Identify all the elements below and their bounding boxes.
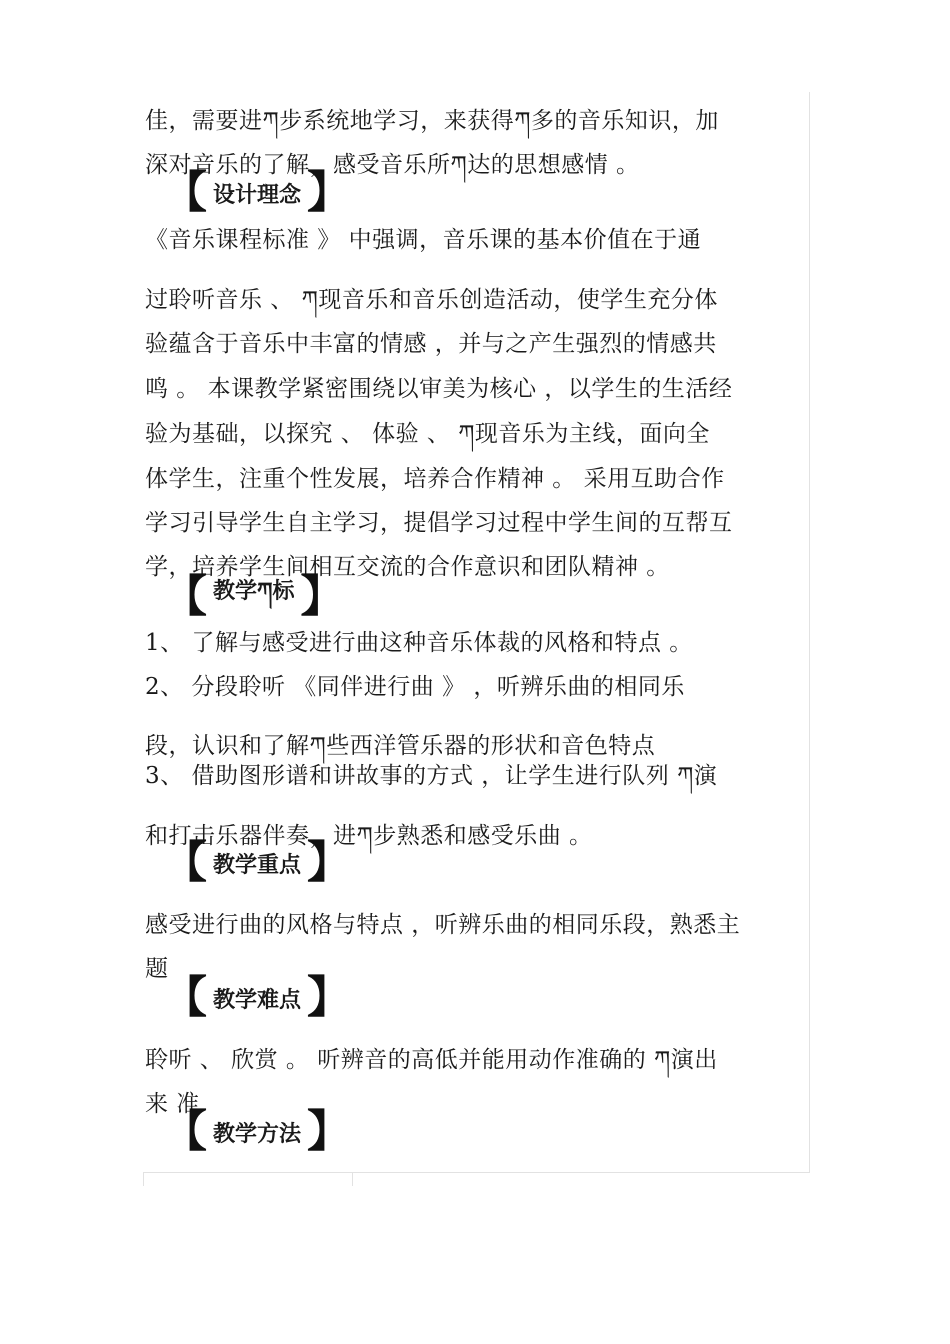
heading-text: 教学ཀ标	[213, 579, 295, 604]
section-heading-teaching-focus	[163, 837, 352, 888]
paragraph-line: 题	[145, 956, 169, 982]
right-bracket: 】	[307, 972, 352, 1023]
heading-text: 教学难点	[213, 987, 302, 1013]
heading-text: 设计理念	[213, 182, 302, 208]
paragraph-line: 感受进行曲的风格与特点 ，听辨乐曲的相同乐段，熟悉主	[145, 912, 741, 938]
heading-text: 教学方法	[213, 1121, 302, 1147]
left-bracket: 【	[163, 1106, 207, 1157]
list-item: 和打击乐器伴奏，进ཀ步熟悉和感受乐曲 。	[145, 823, 593, 849]
paragraph-line: 《音乐课程标准 》 中强调，音乐课的基本价值在于通	[145, 227, 702, 253]
heading-text: 教学重点	[213, 852, 302, 878]
paragraph-line: 体学生，注重个性发展，培养合作精神 。 采用互助合作	[145, 466, 725, 492]
list-item: 1、 了解与感受进行曲这种音乐体裁的风格和特点 。	[145, 630, 693, 656]
paragraph-line: 验蕴含于音乐中丰富的情感 ，并与之产生强烈的情感共	[145, 331, 717, 357]
section-heading-design-concept	[163, 167, 352, 218]
paragraph-line: 验为基础，以探究 、 体验 、 ཀ现音乐为主线，面向全	[145, 421, 710, 447]
section-heading-teaching-difficulty	[163, 972, 352, 1023]
left-bracket: 【	[163, 837, 207, 888]
paragraph-line: 学，培养学生间相互交流的合作意识和团队精神 。	[145, 554, 670, 580]
section-heading-teaching-goals	[163, 571, 345, 622]
left-bracket: 【	[163, 167, 207, 218]
list-item: 2、 分段聆听 《同伴进行曲 》 ，听辨乐曲的相同乐	[145, 674, 685, 700]
intro-line: 深对音乐的了解，感受音乐所ཀ达的思想感情 。	[145, 152, 640, 178]
frame-divider	[352, 1172, 353, 1186]
intro-line: 佳，需要进ཀ步系统地学习，来获得ཀ多的音乐知识，加	[145, 108, 719, 134]
right-bracket: 】	[307, 837, 352, 888]
list-item: 3、 借助图形谱和讲故事的方式 ，让学生进行队列 ཀ演	[145, 763, 718, 789]
left-bracket: 【	[163, 972, 207, 1023]
paragraph-line: 来 准	[145, 1091, 200, 1117]
paragraph-line: 聆听 、 欣赏 。 听辨音的高低并能用动作准确的 ཀ演出	[145, 1047, 718, 1073]
right-bracket: 】	[307, 167, 352, 218]
paragraph-line: 过聆听音乐 、 ཀ现音乐和音乐创造活动，使学生充分体	[145, 287, 718, 313]
section-heading-teaching-method	[163, 1106, 352, 1157]
right-bracket: 】	[300, 571, 345, 622]
paragraph-line: 鸣 。 本课教学紧密围绕以审美为核心 ，以学生的生活经	[145, 376, 733, 402]
left-bracket: 【	[163, 571, 207, 622]
right-bracket: 】	[307, 1106, 352, 1157]
paragraph-line: 学习引导学生自主学习，提倡学习过程中学生间的互帮互	[145, 510, 733, 536]
list-item: 段，认识和了解ཀ些西洋管乐器的形状和音色特点	[145, 733, 656, 759]
frame-divider	[143, 1172, 144, 1186]
